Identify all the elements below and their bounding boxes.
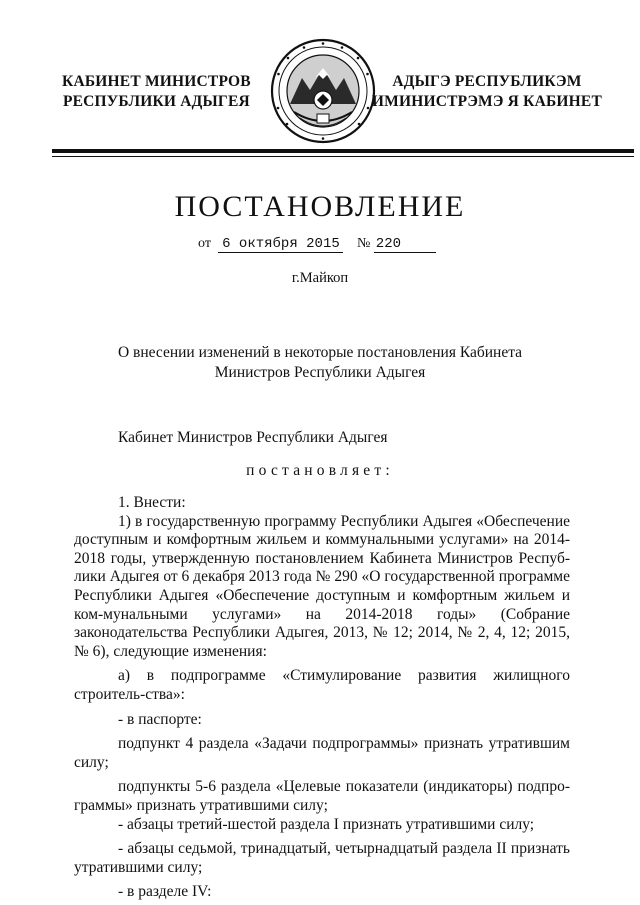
number-prefix: № [356,236,371,251]
issuer-header-line2: РЕСПУБЛИКИ АДЫГЕЯ [62,93,250,110]
date-prefix: от [198,236,211,251]
document-subject [0,343,640,383]
body-paragraph: подпункт 4 раздела «Задачи подпрограммы» признать утратившим силу; [74,735,570,771]
body-paragraph: 1) в государственную программу Республики Адыгея «Обеспечение доступным и комфортным жильем и коммунальными услугами» на 2014-2018 годы, утвержденную постановлением Кабинета Министров Респуб-лики Адыгея от 6 декабря 2013 года № 290 «О государственной программе Республики Адыгея «Обеспечение доступным и комфортным жильем и ком-мунальными услугами» на 2014-2018 годы» (Собрание законодательства Республики Адыгея, 2013, № 12; 2014, № 2, 4, 12; 2015, № 6), следующие изменения: [74,512,570,660]
subject-line2: Министров Республики Адыгея [214,364,426,381]
body-paragraph: подпункты 5-6 раздела «Целевые показатели (индикаторы) подпро-граммы» признать утратившими силу; [74,778,570,814]
issuer-header-adyghe-line2: ИМИНИСТРЭМЭ Я КАБИНЕТ [371,93,602,110]
document-date: 6 октября 2015 [218,236,343,253]
subject-line1: О внесении изменений в некоторые постановления Кабинета [117,344,523,361]
body-paragraph: а) в подпрограмме «Стимулирование развития жилищного строитель-ства»: [74,667,570,703]
header-divider-thin [52,156,634,157]
body-paragraph: - в разделе IV: [118,883,212,901]
decree-word: постановляет: [246,462,394,479]
issuer-header-adyghe [372,72,602,112]
body-paragraph: - абзацы седьмой, тринадцатый, четырнадцатый раздела II признать утратившими силу; [74,840,570,876]
issuer-statement: Кабинет Министров Республики Адыгея [118,429,388,446]
header-divider-thick [52,149,634,153]
document-body [74,494,570,902]
body-paragraph: - в паспорте: [118,710,202,728]
issue-city: г.Майкоп [291,270,349,286]
body-paragraph: - абзацы третий-шестой раздела I признать утратившими силу; [118,815,535,833]
document-title: ПОСТАНОВЛЕНИЕ [174,190,466,223]
date-number-line [198,236,436,253]
issuer-header-adyghe-line1: АДЫГЭ РЕСПУБЛИКЭМ [392,73,582,90]
document-number: 220 [374,236,436,253]
issuer-header-russian [62,72,251,112]
coat-of-arms-emblem-icon [270,38,376,144]
body-paragraph: 1. Внести: [118,494,186,511]
issuer-header-line1: КАБИНЕТ МИНИСТРОВ [62,73,251,90]
